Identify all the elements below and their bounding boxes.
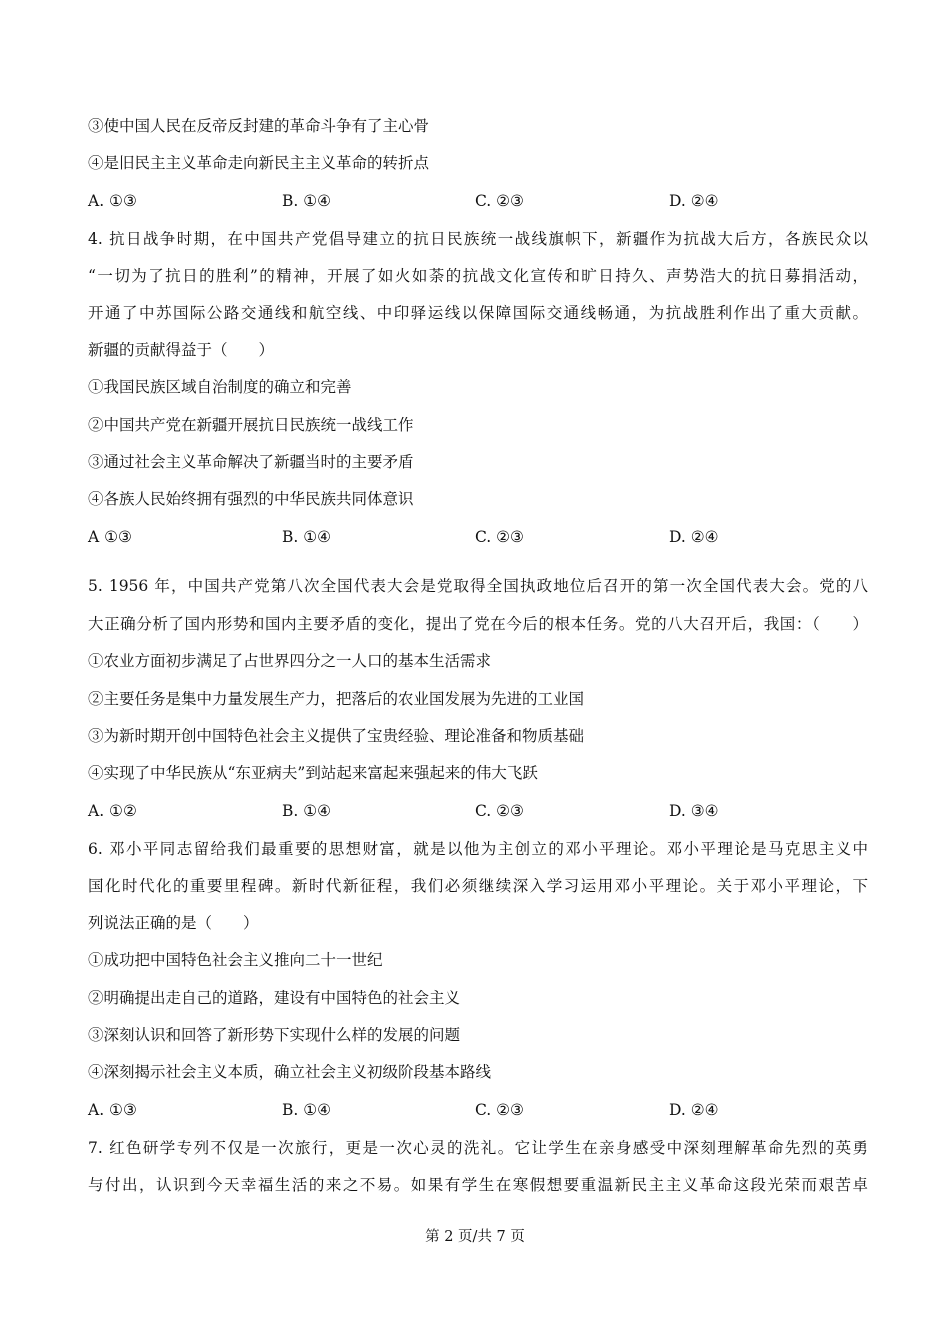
q5-item-3: ③为新时期开创中国特色社会主义提供了宝贵经验、理论准备和物质基础: [88, 727, 585, 745]
q4-option-a: A ①③: [88, 528, 132, 546]
q6-option-d: D. ②④: [669, 1101, 719, 1119]
q6-item-4: ④深刻揭示社会主义本质，确立社会主义初级阶段基本路线: [88, 1063, 492, 1081]
q5-stem-line-2: 大正确分析了国内形势和国内主要矛盾的变化，提出了党在今后的根本任务。党的八大召开后，我国：（ ）: [88, 615, 868, 633]
q5-options: [88, 801, 868, 821]
q5-option-a: A. ①②: [88, 802, 137, 820]
q4-item-4: ④各族人民始终拥有强烈的中华民族共同体意识: [88, 490, 414, 508]
q5-option-d: D. ③④: [669, 802, 719, 820]
q3-options: [88, 191, 868, 211]
q3-option-a: A. ①③: [88, 192, 137, 210]
q4-option-c: C. ②③: [475, 528, 524, 546]
q6-item-1: ①成功把中国特色社会主义推向二十一世纪: [88, 951, 383, 969]
q4-stem-line-2: “一切为了抗日的胜利”的精神，开展了如火如荼的抗战文化宣传和旷日持久、声势浩大的抗日募捐活动，: [88, 267, 868, 285]
q6-stem-line-1: 6. 邓小平同志留给我们最重要的思想财富，就是以他为主创立的邓小平理论。邓小平理论是马克思主义中: [88, 840, 868, 858]
q5-item-2: ②主要任务是集中力量发展生产力，把落后的农业国发展为先进的工业国: [88, 690, 585, 708]
q5-item-1: ①农业方面初步满足了占世界四分之一人口的基本生活需求: [88, 652, 492, 670]
q4-item-3: ③通过社会主义革命解决了新疆当时的主要矛盾: [88, 453, 414, 471]
q5-item-4: ④实现了中华民族从“东亚病夫”到站起来富起来强起来的伟大飞跃: [88, 764, 538, 782]
q6-stem-line-2: 国化时代化的重要里程碑。新时代新征程，我们必须继续深入学习运用邓小平理论。关于邓小平理论，下: [88, 877, 868, 895]
q4-stem-line-4: 新疆的贡献得益于（ ）: [88, 341, 275, 359]
page-number-footer: 第 2 页/共 7 页: [425, 1229, 525, 1245]
q5-stem-line-1: 5. 1956 年，中国共产党第八次全国代表大会是党取得全国执政地位后召开的第一次全国代表大会。党的八: [88, 577, 868, 595]
q7-stem-line-1: 7. 红色研学专列不仅是一次旅行，更是一次心灵的洗礼。它让学生在亲身感受中深刻理解革命先烈的英勇: [88, 1139, 868, 1157]
q4-item-2: ②中国共产党在新疆开展抗日民族统一战线工作: [88, 416, 414, 434]
q3-option-d: D. ②④: [669, 192, 719, 210]
q3-item-4: ④是旧民主主义革命走向新民主主义革命的转折点: [88, 154, 430, 172]
q4-option-d: D. ②④: [669, 528, 719, 546]
q4-item-1: ①我国民族区域自治制度的确立和完善: [88, 378, 352, 396]
q7-stem-line-2: 与付出，认识到今天幸福生活的来之不易。如果有学生在寒假想要重温新民主主义革命这段光荣而艰苦卓: [88, 1176, 868, 1194]
q5-option-b: B. ①④: [282, 802, 332, 820]
q4-option-b: B. ①④: [282, 528, 332, 546]
q6-option-a: A. ①③: [88, 1101, 137, 1119]
q6-options: [88, 1100, 868, 1120]
q5-option-c: C. ②③: [475, 802, 524, 820]
q6-option-c: C. ②③: [475, 1101, 524, 1119]
q3-option-c: C. ②③: [475, 192, 524, 210]
q4-stem-line-3: 开通了中苏国际公路交通线和航空线、中印驿运线以保障国际交通线畅通，为抗战胜利作出了重大贡献。: [88, 304, 868, 322]
q6-stem-line-3: 列说法正确的是（ ）: [88, 914, 259, 932]
q4-options: [88, 527, 868, 547]
q6-item-3: ③深刻认识和回答了新形势下实现什么样的发展的问题: [88, 1026, 461, 1044]
q6-item-2: ②明确提出走自己的道路，建设有中国特色的社会主义: [88, 989, 461, 1007]
q4-stem-line-1: 4. 抗日战争时期，在中国共产党倡导建立的抗日民族统一战线旗帜下，新疆作为抗战大后方，各族民众以: [88, 230, 868, 248]
q3-item-3: ③使中国人民在反帝反封建的革命斗争有了主心骨: [88, 117, 430, 135]
q3-option-b: B. ①④: [282, 192, 332, 210]
q6-option-b: B. ①④: [282, 1101, 332, 1119]
